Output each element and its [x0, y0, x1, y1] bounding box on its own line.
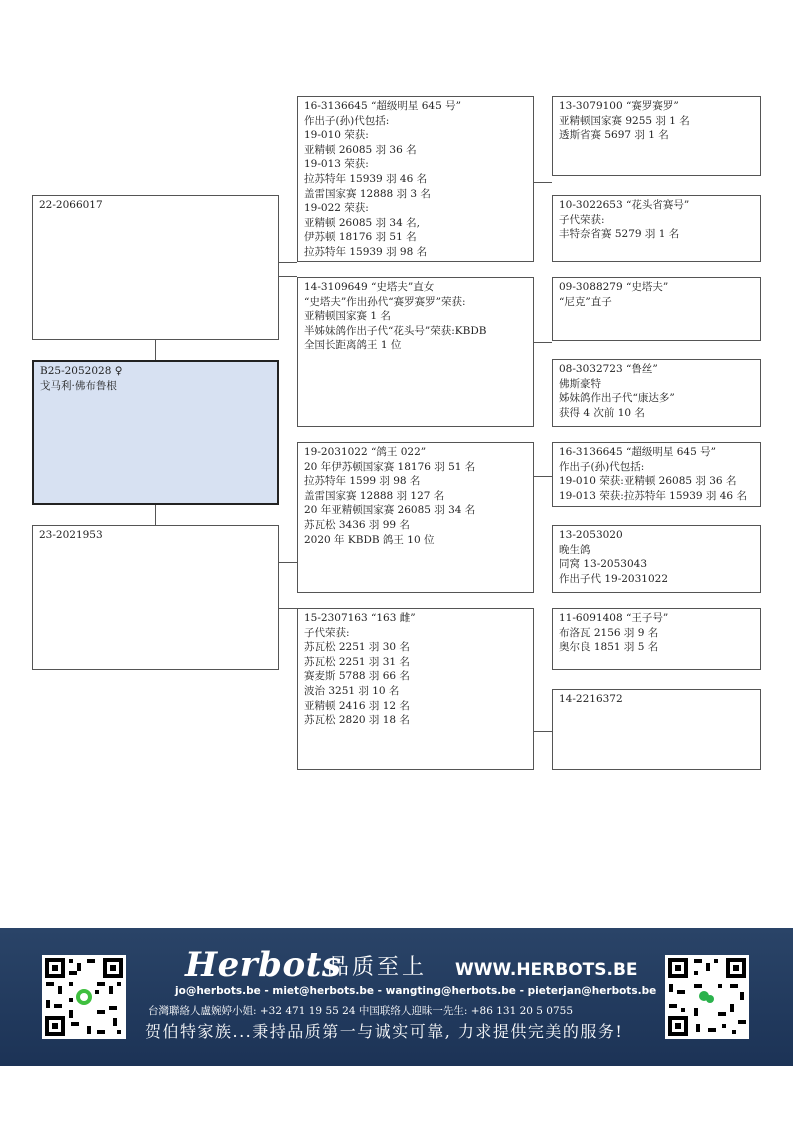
connector-line — [279, 276, 297, 277]
pigeon-info-line: 19-013 荣获:拉苏特年 15939 羽 46 名 — [559, 489, 747, 502]
tagline: 贺伯特家族...秉持品质第一与诚实可靠, 力求提供完美的服务! — [145, 1022, 624, 1041]
ssd-card[interactable] — [552, 195, 761, 262]
pigeon-info-line: 波治 3251 羽 10 名 — [304, 684, 400, 697]
pigeon-info-line: 赛麦斯 5788 羽 66 名 — [304, 670, 410, 683]
pigeon-id: 09-3088279 “史塔夫” — [559, 281, 669, 293]
qr-code-wechat[interactable] — [665, 955, 749, 1039]
pigeon-id: 19-2031022 “鸽王 022” — [304, 446, 427, 458]
pigeon-info-line: “尼克”直子 — [559, 295, 612, 308]
pigeon-info-line: 作出子(孙)代包括: — [304, 114, 390, 127]
pigeon-info-line: 亚精顿国家赛 9255 羽 1 名 — [559, 114, 690, 127]
pigeon-info-line: 拉苏特年 1599 羽 98 名 — [304, 475, 421, 488]
qr-code-image — [42, 955, 126, 1039]
slogan: 品质至上 — [327, 955, 428, 980]
connector-line — [534, 476, 552, 477]
connector-line — [279, 562, 297, 563]
pigeon-info-line: 布洛瓦 2156 羽 9 名 — [559, 626, 659, 639]
pigeon-info-line: 亚精顿国家赛 1 名 — [304, 310, 391, 323]
pigeon-info-line: 19-022 荣获: — [304, 202, 369, 215]
pigeon-info-line: 亚精顿 26085 羽 34 名, — [304, 216, 420, 229]
pigeon-info-line: 姊妹鸽作出子代“康达多” — [559, 392, 675, 405]
pigeon-id: 22-2066017 — [39, 199, 103, 211]
sire-dam-card[interactable] — [297, 277, 534, 427]
pigeon-info-line: 透斯省赛 5697 羽 1 名 — [559, 129, 669, 142]
sire-card[interactable] — [32, 195, 279, 340]
dss-card[interactable] — [552, 442, 761, 507]
pigeon-id: 23-2021953 — [39, 529, 103, 541]
pigeon-id: 15-2307163 “163 雌” — [304, 612, 416, 624]
pigeon-info-line: 子代荣获: — [304, 626, 350, 639]
pigeon-info-line: 20 年伊苏顿国家赛 18176 羽 51 名 — [304, 460, 476, 473]
connector-line — [534, 182, 552, 183]
dsd-card[interactable] — [552, 525, 761, 593]
pigeon-id: 10-3022653 “花头省赛号” — [559, 199, 690, 211]
dam-sire-card[interactable] — [297, 442, 534, 593]
dam-card[interactable] — [32, 525, 279, 670]
pigeon-id: 13-2053020 — [559, 529, 623, 541]
pigeon-info-line: 拉苏特年 15939 羽 46 名 — [304, 172, 428, 185]
pigeon-info-line: 丰特奈省赛 5279 羽 1 名 — [559, 228, 680, 241]
subject-card[interactable] — [32, 360, 279, 505]
pigeon-info-line: 苏瓦松 2251 羽 31 名 — [304, 655, 410, 668]
pigeon-info-line: 19-010 荣获: — [304, 129, 369, 142]
pigeon-info-line: 戈马利·佛布鲁根 — [40, 379, 117, 392]
pigeon-id: 16-3136645 “超级明星 645 号” — [304, 100, 461, 112]
connector-line — [279, 262, 297, 263]
pigeon-id: 14-3109649 “史塔夫”直女 — [304, 281, 435, 293]
pigeon-info-line: 苏瓦松 3436 羽 99 名 — [304, 518, 410, 531]
pigeon-info-line: 晚生鸽 — [559, 543, 591, 556]
connector-line — [534, 731, 552, 732]
sire-sire-card[interactable] — [297, 96, 534, 262]
dds-card[interactable] — [552, 608, 761, 670]
pigeon-id: B25-2052028 ♀ — [40, 365, 123, 377]
pigeon-info-line: 作出子(孙)代包括: — [559, 460, 645, 473]
website-link[interactable]: WWW.HERBOTS.BE — [455, 960, 638, 980]
pigeon-info-line: 20 年亚精顿国家赛 26085 羽 34 名 — [304, 504, 476, 517]
qr-code-line[interactable] — [42, 955, 126, 1039]
pigeon-info-line: 盖雷国家赛 12888 羽 3 名 — [304, 187, 431, 200]
pigeon-info-line: 亚精顿 2416 羽 12 名 — [304, 699, 410, 712]
connector-line — [155, 340, 156, 360]
pigeon-info-line: 同窝 13-2053043 — [559, 558, 648, 571]
pigeon-info-line: 半姊妹鸽作出子代“花头号”荣获:KBDB — [304, 324, 487, 337]
pigeon-info-line: 子代荣获: — [559, 213, 605, 226]
email-list[interactable]: jo@herbots.be - miet@herbots.be - wangting@herbots.be - pieterjan@herbots.be — [175, 985, 657, 997]
contact-phones: 台灣聯絡人盧婉婷小姐: +32 471 19 55 24 中国联络人迎昧一先生: +86 131 20 5 0755 — [148, 1005, 574, 1017]
pigeon-info-line: 19-010 荣获:亚精顿 26085 羽 36 名 — [559, 475, 737, 488]
pigeon-info-line: 亚精顿 26085 羽 36 名 — [304, 143, 417, 156]
pigeon-info-line: “史塔夫”作出孙代“赛罗赛罗”荣获: — [304, 295, 466, 308]
pigeon-info-line: 苏瓦松 2251 羽 30 名 — [304, 641, 410, 654]
connector-line — [155, 505, 156, 525]
connector-line — [279, 608, 297, 609]
pigeon-info-line: 2020 年 KBDB 鸽王 10 位 — [304, 533, 435, 546]
sss-card[interactable] — [552, 96, 761, 176]
pigeon-info-line: 拉苏特年 15939 羽 98 名 — [304, 245, 428, 258]
pigeon-info-line: 盖雷国家赛 12888 羽 127 名 — [304, 489, 445, 502]
pigeon-info-line: 作出子代 19-2031022 — [559, 572, 669, 585]
qr-code-image — [665, 955, 749, 1039]
pigeon-info-line: 奥尔良 1851 羽 5 名 — [559, 641, 659, 654]
sdd-card[interactable] — [552, 359, 761, 427]
pigeon-info-line: 苏瓦松 2820 羽 18 名 — [304, 714, 410, 727]
pigeon-info-line: 全国长距离鸽王 1 位 — [304, 339, 402, 352]
pigeon-id: 11-6091408 “王子号” — [559, 612, 669, 624]
pigeon-info-line: 伊苏顿 18176 羽 51 名 — [304, 231, 417, 244]
pigeon-id: 08-3032723 “鲁丝” — [559, 363, 658, 375]
dam-dam-card[interactable] — [297, 608, 534, 770]
pigeon-id: 16-3136645 “超级明星 645 号” — [559, 446, 716, 458]
brand-logo: Herbots — [185, 945, 342, 985]
pigeon-id: 13-3079100 “赛罗赛罗” — [559, 100, 679, 112]
pigeon-info-line: 19-013 荣获: — [304, 158, 369, 171]
ddd-card[interactable] — [552, 689, 761, 770]
sds-card[interactable] — [552, 277, 761, 341]
connector-line — [534, 342, 552, 343]
pigeon-id: 14-2216372 — [559, 693, 623, 705]
pigeon-info-line: 佛斯豪特 — [559, 377, 601, 390]
pigeon-info-line: 获得 4 次前 10 名 — [559, 406, 645, 419]
